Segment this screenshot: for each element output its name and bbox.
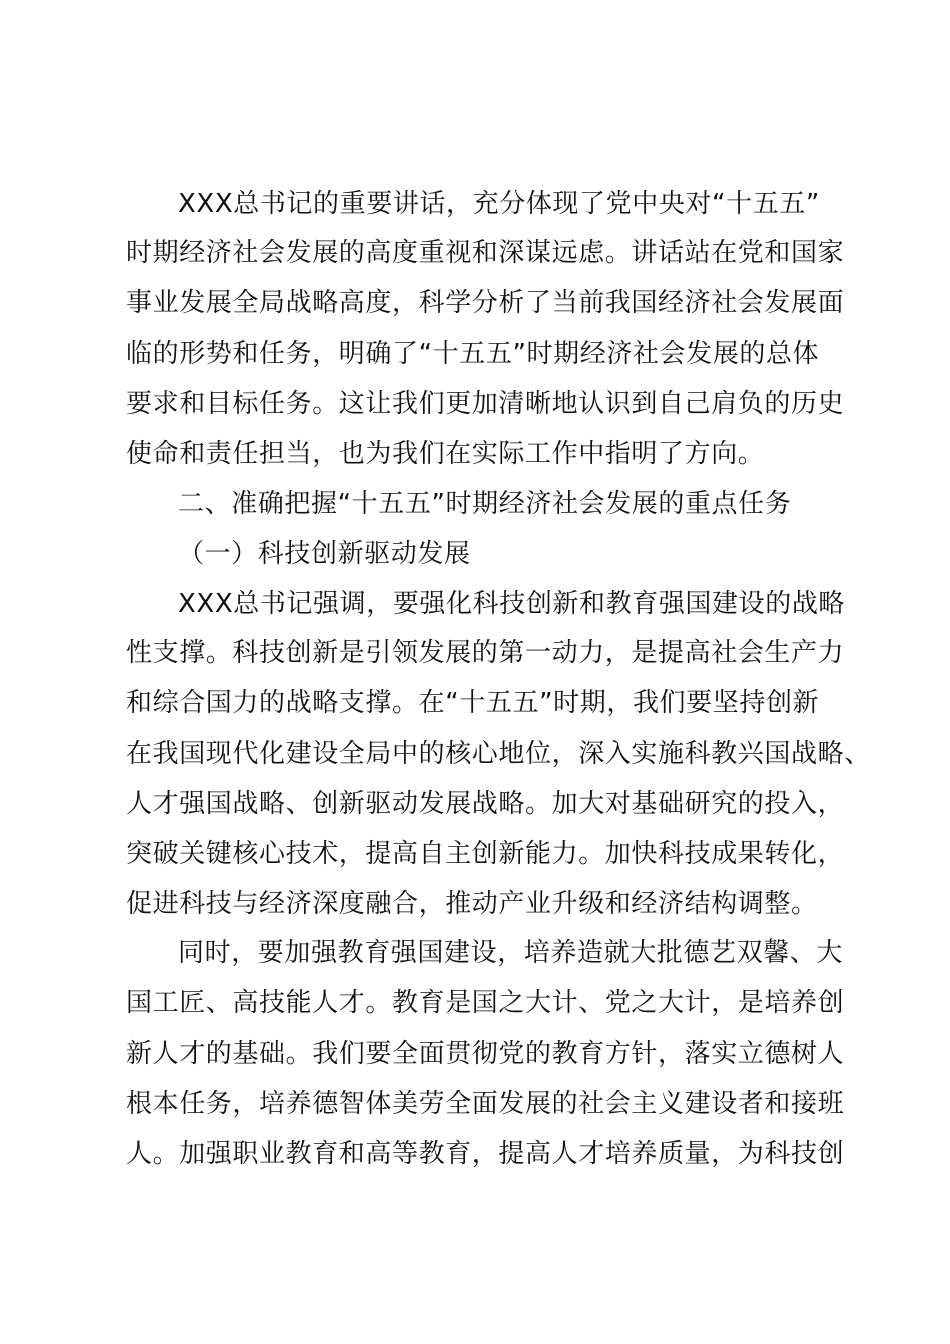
section-heading: 二、准确把握“十五五”时期经济社会发展的重点任务 xyxy=(178,489,792,519)
paragraph-2-line-7: 促进科技与经济深度融合，推动产业升级和经济结构调整。 xyxy=(126,889,818,919)
paragraph-2-line-5: 人才强国战略、创新驱动发展战略。加大对基础研究的投入， xyxy=(126,789,845,819)
paragraph-2-line-4: 在我国现代化建设全局中的核心地位，深入实施科教兴国战略、 xyxy=(126,739,871,769)
paragraph-3-line-5: 人。加强职业教育和高等教育，提高人才培养质量，为科技创 xyxy=(126,1139,845,1169)
paragraph-1-line-3: 事业发展全局战略高度，科学分析了当前我国经济社会发展面 xyxy=(126,288,845,318)
paragraph-1-line-1: XXX总书记的重要讲话，充分体现了党中央对“十五五” xyxy=(178,189,820,219)
paragraph-3-line-4: 根本任务，培养德智体美劳全面发展的社会主义建设者和接班 xyxy=(126,1089,845,1119)
paragraph-3-line-2: 国工匠、高技能人才。教育是国之大计、党之大计，是培养创 xyxy=(126,988,845,1018)
paragraph-3-line-1: 同时，要加强教育强国建设，培养造就大批德艺双馨、大 xyxy=(178,938,844,968)
paragraph-1-line-2: 时期经济社会发展的高度重视和深谋远虑。讲话站在党和国家 xyxy=(126,238,845,268)
paragraph-2-line-3: 和综合国力的战略支撑。在“十五五”时期，我们要坚持创新 xyxy=(126,688,820,718)
paragraph-1-line-6: 使命和责任担当，也为我们在实际工作中指明了方向。 xyxy=(126,439,765,469)
paragraph-2-line-2: 性支撑。科技创新是引领发展的第一动力，是提高社会生产力 xyxy=(126,638,845,668)
paragraph-1-line-5: 要求和目标任务。这让我们更加清晰地认识到自己肩负的历史 xyxy=(126,389,845,419)
paragraph-2-line-1: XXX总书记强调，要强化科技创新和教育强国建设的战略 xyxy=(178,589,846,619)
subsection-heading: （一）科技创新驱动发展 xyxy=(178,539,471,569)
paragraph-3-line-3: 新人才的基础。我们要全面贯彻党的教育方针，落实立德树人 xyxy=(126,1039,845,1069)
paragraph-2-line-6: 突破关键核心技术，提高自主创新能力。加快科技成果转化， xyxy=(126,839,845,869)
paragraph-1-line-4: 临的形势和任务，明确了“十五五”时期经济社会发展的总体 xyxy=(126,339,820,369)
